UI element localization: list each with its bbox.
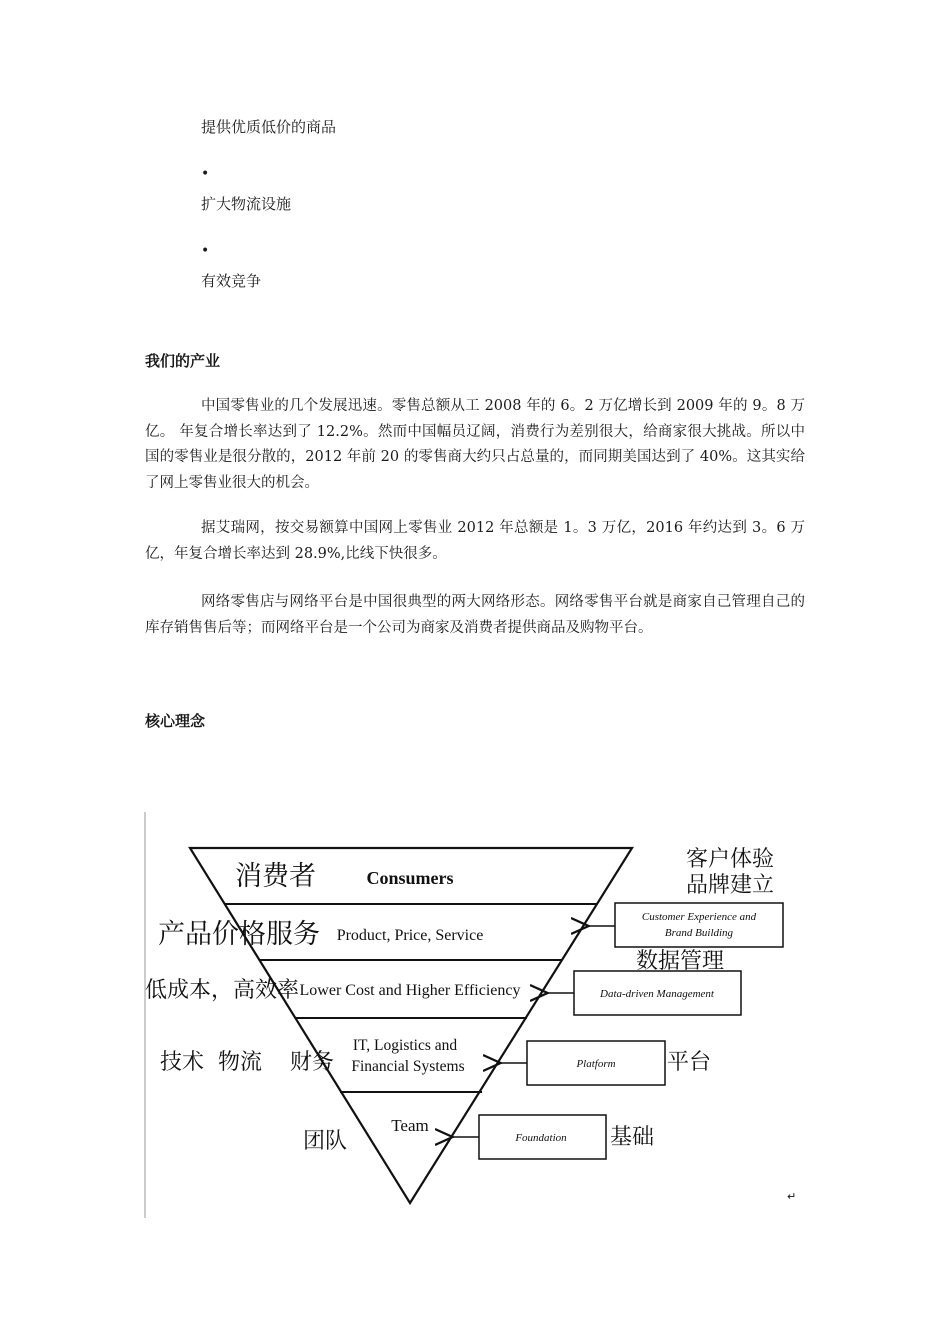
side-box-foundation-label: Foundation xyxy=(515,1132,567,1144)
list-item-logistics: 扩大物流设施 xyxy=(201,195,292,213)
layer-label-it-line2: Financial Systems xyxy=(351,1058,465,1075)
bullet-marker: • xyxy=(201,166,210,182)
side-box-customer-experience xyxy=(615,903,783,947)
section-heading-core: 核心理念 xyxy=(145,712,206,730)
side-box-platform-label: Platform xyxy=(576,1058,616,1070)
cn-label-product: 产品价格服务 xyxy=(158,919,320,950)
section-heading-industry: 我们的产业 xyxy=(145,352,221,370)
cn-label-data-management: 数据管理 xyxy=(636,949,725,974)
cn-label-it-logistics: 技术 物流 财务 xyxy=(160,1050,334,1075)
layer-label-team: Team xyxy=(391,1116,429,1135)
cn-label-brand-building: 品牌建立 xyxy=(686,873,775,898)
cn-label-team: 团队 xyxy=(303,1129,348,1154)
cn-label-platform: 平台 xyxy=(667,1050,712,1075)
paragraph-retail-forms: 网络零售店与网络平台是中国很典型的两大网络形态。网络零售平台就是商家自己管理自己的库存销售售后等；而网络平台是一个公司为商家及消费者提供商品及购物平台。 xyxy=(145,594,805,636)
side-box-customer-line2: Brand Building xyxy=(664,927,734,939)
side-box-data-label: Data-driven Management xyxy=(600,988,714,1000)
layer-label-it-line1: IT, Logistics and xyxy=(352,1037,458,1054)
paragraph-online-retail: 据艾瑞网，按交易额算中国网上零售业 2012 年总额是 1。3 万亿，2016 年约达到 3。6 万亿，年复合增长率达到 28.9%,比线下快很多。 xyxy=(145,520,805,562)
cn-label-customer-experience: 客户体验 xyxy=(686,847,775,872)
list-item-competition: 有效竞争 xyxy=(201,272,262,290)
bullet-marker: • xyxy=(201,243,210,259)
layer-label-product: Product, Price, Service xyxy=(336,927,484,944)
side-box-customer-line1: Customer Experience and xyxy=(641,911,757,923)
return-mark: ↵ xyxy=(787,1190,797,1203)
list-item-quality-goods: 提供优质低价的商品 xyxy=(201,118,337,136)
paragraph-retail-growth: 中国零售业的几个发展迅速。零售总额从工 2008 年的 6。2 万亿增长到 2009 年的 9。8 万亿。 年复合增长率达到了 12.2%。然而中国幅员辽阔，消费行为差别很大，给商家很大挑战。所以中国的零售业是很分散的，2012 年前 20 的零售商大约只占总量的，而同期美国达到了 40%。这其实给了网上零售业很大的机会。 xyxy=(145,398,805,491)
layer-label-lower-cost: Lower Cost and Higher Efficiency xyxy=(299,982,521,999)
cn-label-foundation: 基础 xyxy=(610,1125,655,1150)
core-philosophy-diagram xyxy=(140,800,820,1220)
layer-label-consumers: Consumers xyxy=(366,868,454,888)
cn-label-consumers: 消费者 xyxy=(235,861,316,892)
cn-label-lower-cost: 低成本，高效率 xyxy=(145,978,300,1003)
